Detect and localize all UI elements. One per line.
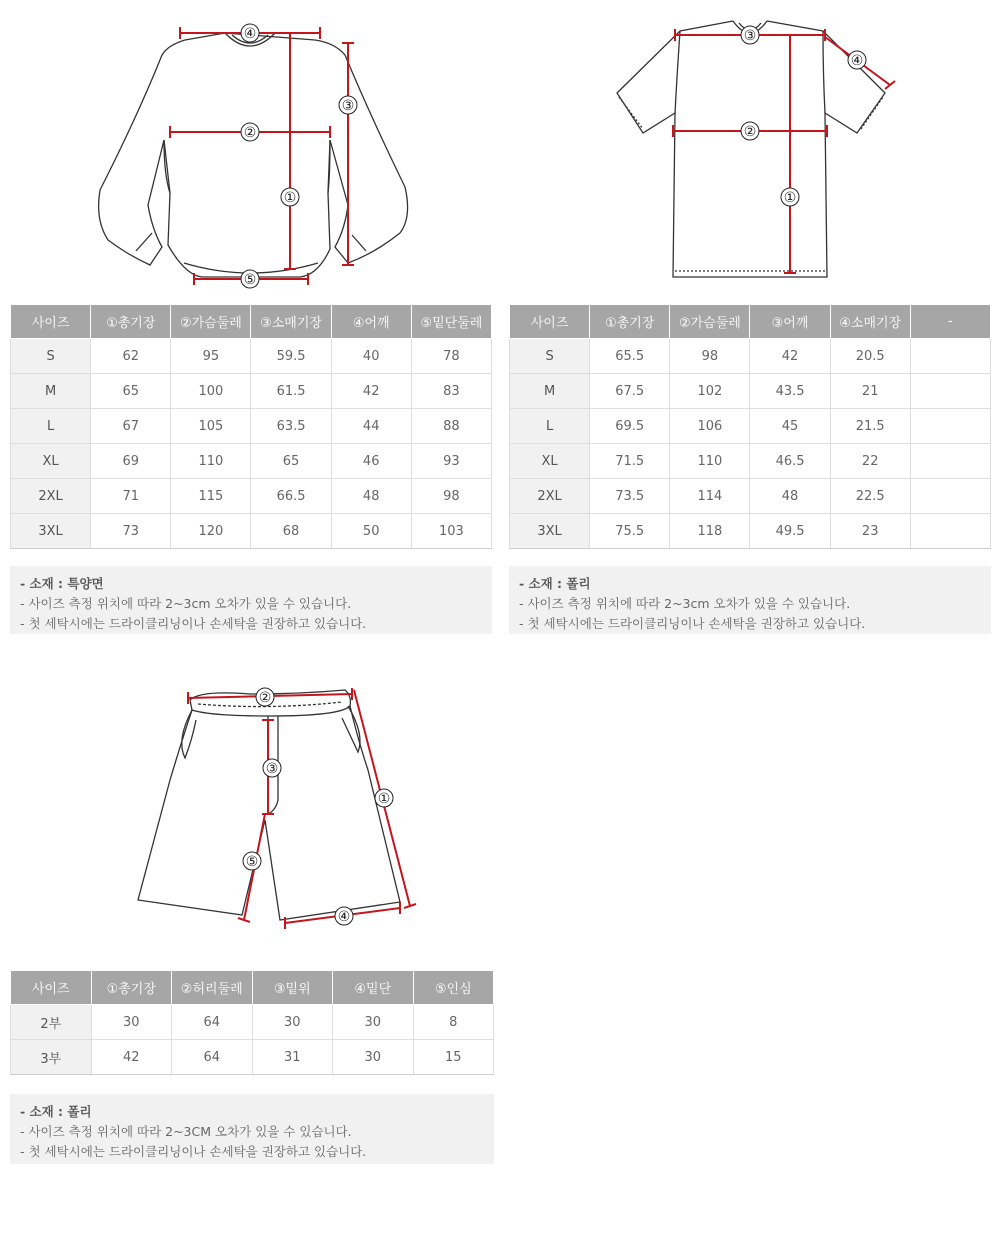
table-cell: 65	[251, 444, 331, 479]
table-cell: 98	[411, 479, 491, 514]
header-cell: ④밑단	[333, 971, 414, 1005]
table-cell: 65	[91, 374, 171, 409]
table-cell: 48	[750, 479, 830, 514]
header-cell: ①총기장	[590, 305, 670, 339]
table-cell: 21	[830, 374, 910, 409]
table-cell: 44	[331, 409, 411, 444]
tshirt-illustration	[605, 15, 905, 285]
table-cell: 42	[750, 339, 830, 374]
table-cell: 118	[670, 514, 750, 549]
table-cell: 95	[171, 339, 251, 374]
note-line: - 첫 세탁시에는 드라이클리닝이나 손세탁을 권장하고 있습니다.	[519, 616, 866, 631]
table-row	[510, 409, 991, 444]
table-cell: 71.5	[590, 444, 670, 479]
table-cell: 59.5	[251, 339, 331, 374]
table-cell: 46	[331, 444, 411, 479]
header-cell: ⑤밑단둘레	[411, 305, 491, 339]
size-cell: 2XL	[510, 479, 590, 514]
note-line: - 첫 세탁시에는 드라이클리닝이나 손세탁을 권장하고 있습니다.	[20, 1144, 367, 1159]
table-cell: 120	[171, 514, 251, 549]
note-line: - 사이즈 측정 위치에 따라 2~3CM 오차가 있을 수 있습니다.	[20, 1124, 352, 1139]
table-cell: 83	[411, 374, 491, 409]
sweatshirt-label-1: ①	[283, 190, 297, 206]
header-cell: ②가슴둘레	[171, 305, 251, 339]
shorts-label-4: ④	[337, 909, 351, 925]
table-cell: 48	[331, 479, 411, 514]
tshirt-diagram	[605, 15, 905, 285]
table-cell: 88	[411, 409, 491, 444]
header-cell: ①총기장	[91, 971, 172, 1005]
table-cell: 93	[411, 444, 491, 479]
table-cell: 15	[413, 1040, 494, 1075]
table-cell: 69.5	[590, 409, 670, 444]
table-row	[11, 514, 492, 549]
table-cell: 67.5	[590, 374, 670, 409]
sweatshirt-label-2: ②	[243, 125, 257, 141]
size-cell: S	[510, 339, 590, 374]
table-cell: 102	[670, 374, 750, 409]
note-line: - 사이즈 측정 위치에 따라 2~3cm 오차가 있을 수 있습니다.	[519, 596, 851, 611]
header-cell: ④소매기장	[830, 305, 910, 339]
shorts-label-3: ③	[265, 761, 279, 777]
table-header-row	[11, 971, 494, 1005]
table-cell	[910, 374, 990, 409]
table-row	[510, 374, 991, 409]
table-cell: 61.5	[251, 374, 331, 409]
header-cell: ⑤인심	[413, 971, 494, 1005]
tshirt-label-2: ②	[743, 124, 757, 140]
table-row	[11, 409, 492, 444]
table-cell: 110	[670, 444, 750, 479]
tshirt-notes	[509, 566, 991, 634]
table-cell: 78	[411, 339, 491, 374]
sweatshirt-illustration	[90, 15, 420, 290]
size-cell: S	[11, 339, 91, 374]
header-cell: ②허리둘레	[172, 971, 253, 1005]
header-cell: ③밑위	[252, 971, 333, 1005]
table-row	[11, 479, 492, 514]
header-cell: 사이즈	[11, 305, 91, 339]
table-cell: 98	[670, 339, 750, 374]
size-cell: M	[11, 374, 91, 409]
table-row	[11, 374, 492, 409]
table-cell: 67	[91, 409, 171, 444]
table-row	[11, 1040, 494, 1075]
table-cell: 30	[333, 1005, 414, 1040]
size-cell: L	[11, 409, 91, 444]
table-cell	[910, 444, 990, 479]
table-cell: 73	[91, 514, 171, 549]
table-cell: 49.5	[750, 514, 830, 549]
table-cell: 50	[331, 514, 411, 549]
table-cell: 71	[91, 479, 171, 514]
table-cell	[910, 409, 990, 444]
table-row	[11, 1005, 494, 1040]
table-cell: 68	[251, 514, 331, 549]
header-cell: ③어깨	[750, 305, 830, 339]
table-cell: 73.5	[590, 479, 670, 514]
shorts-label-2: ②	[258, 690, 272, 706]
tshirt-label-3: ③	[743, 28, 757, 44]
table-cell: 63.5	[251, 409, 331, 444]
table-cell: 114	[670, 479, 750, 514]
table-cell: 22	[830, 444, 910, 479]
table-row	[11, 444, 492, 479]
material-note: - 소재 : 특양면	[20, 576, 104, 591]
table-cell: 66.5	[251, 479, 331, 514]
tshirt-label-4: ④	[850, 53, 864, 69]
table-cell	[910, 514, 990, 549]
header-cell: -	[910, 305, 990, 339]
table-cell: 20.5	[830, 339, 910, 374]
table-row	[510, 339, 991, 374]
table-header-row	[11, 305, 492, 339]
size-cell: L	[510, 409, 590, 444]
table-row	[510, 444, 991, 479]
table-cell: 45	[750, 409, 830, 444]
table-cell: 69	[91, 444, 171, 479]
sweatshirt-size-table	[10, 304, 492, 549]
shorts-size-table	[10, 970, 494, 1075]
sweatshirt-label-5: ⑤	[243, 272, 257, 288]
table-cell: 8	[413, 1005, 494, 1040]
table-cell: 75.5	[590, 514, 670, 549]
size-cell: 3XL	[11, 514, 91, 549]
header-cell: ④어깨	[331, 305, 411, 339]
table-row	[510, 514, 991, 549]
size-cell: 3부	[11, 1040, 92, 1075]
note-line: - 첫 세탁시에는 드라이클리닝이나 손세탁을 권장하고 있습니다.	[20, 616, 367, 631]
header-cell: 사이즈	[11, 971, 92, 1005]
header-cell: ③소매기장	[251, 305, 331, 339]
size-cell: 3XL	[510, 514, 590, 549]
table-row	[11, 339, 492, 374]
table-cell: 64	[172, 1040, 253, 1075]
table-cell: 21.5	[830, 409, 910, 444]
table-cell: 22.5	[830, 479, 910, 514]
size-cell: XL	[11, 444, 91, 479]
table-cell: 43.5	[750, 374, 830, 409]
tshirt-label-1: ①	[783, 190, 797, 206]
shorts-notes	[10, 1094, 494, 1164]
table-cell: 106	[670, 409, 750, 444]
table-cell: 62	[91, 339, 171, 374]
table-cell: 31	[252, 1040, 333, 1075]
header-cell: ①총기장	[91, 305, 171, 339]
material-note: - 소재 : 폴리	[519, 576, 591, 591]
table-cell	[910, 479, 990, 514]
size-cell: 2부	[11, 1005, 92, 1040]
shorts-label-5: ⑤	[245, 854, 259, 870]
sweatshirt-label-4: ④	[243, 26, 257, 42]
table-cell: 40	[331, 339, 411, 374]
table-cell: 103	[411, 514, 491, 549]
table-cell: 42	[91, 1040, 172, 1075]
shorts-illustration	[130, 680, 430, 930]
table-header-row	[510, 305, 991, 339]
size-cell: 2XL	[11, 479, 91, 514]
table-cell: 115	[171, 479, 251, 514]
table-cell: 30	[91, 1005, 172, 1040]
table-cell: 65.5	[590, 339, 670, 374]
shorts-label-1: ①	[377, 791, 391, 807]
table-cell: 23	[830, 514, 910, 549]
table-cell: 110	[171, 444, 251, 479]
size-cell: M	[510, 374, 590, 409]
table-row	[510, 479, 991, 514]
size-cell: XL	[510, 444, 590, 479]
header-cell: 사이즈	[510, 305, 590, 339]
table-cell	[910, 339, 990, 374]
sweatshirt-notes	[10, 566, 492, 634]
sweatshirt-diagram	[90, 15, 420, 290]
shorts-diagram	[130, 680, 430, 930]
table-cell: 64	[172, 1005, 253, 1040]
sweatshirt-label-3: ③	[341, 98, 355, 114]
table-cell: 30	[333, 1040, 414, 1075]
table-cell: 100	[171, 374, 251, 409]
table-cell: 30	[252, 1005, 333, 1040]
table-cell: 42	[331, 374, 411, 409]
table-cell: 46.5	[750, 444, 830, 479]
material-note: - 소재 : 폴리	[20, 1104, 92, 1119]
header-cell: ②가슴둘레	[670, 305, 750, 339]
table-cell: 105	[171, 409, 251, 444]
tshirt-size-table	[509, 304, 991, 549]
note-line: - 사이즈 측정 위치에 따라 2~3cm 오차가 있을 수 있습니다.	[20, 596, 352, 611]
